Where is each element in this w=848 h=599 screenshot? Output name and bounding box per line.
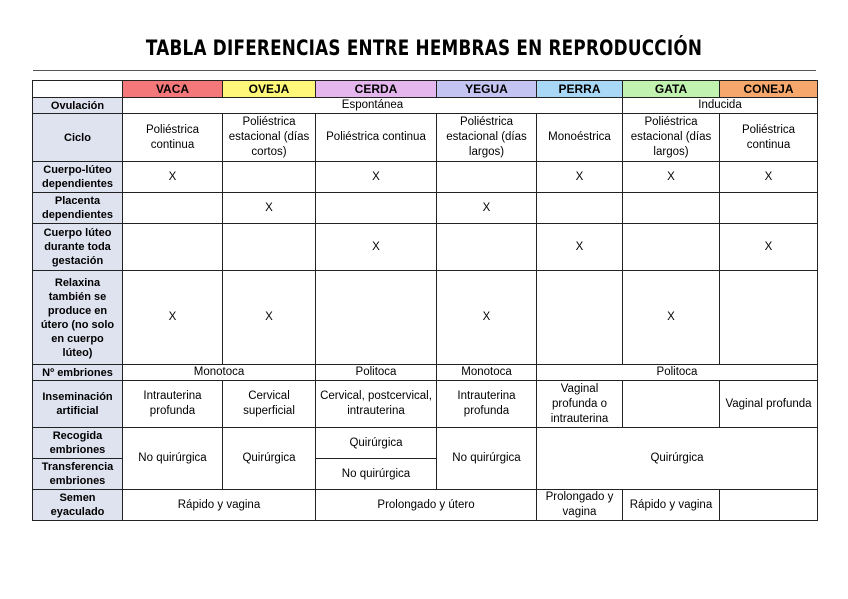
row-header: Placenta dependientes bbox=[33, 193, 123, 224]
row-semen-eyaculado bbox=[33, 490, 818, 521]
table-cell bbox=[123, 224, 223, 271]
table-cell bbox=[720, 193, 818, 224]
row-header: Cuerpo lúteo durante toda gestación bbox=[33, 224, 123, 271]
row-embriones bbox=[33, 365, 818, 381]
row-header: Cuerpo-lúteo dependientes bbox=[33, 162, 123, 193]
table-cell bbox=[223, 224, 316, 271]
table-cell: Vaginal profunda o intrauterina bbox=[537, 381, 623, 428]
table-cell: Inducida bbox=[623, 98, 818, 114]
table-cell: X bbox=[437, 271, 537, 365]
table-cell: No quirúrgica bbox=[437, 428, 537, 490]
table-cell: X bbox=[316, 224, 437, 271]
table-cell: Quirúrgica bbox=[537, 428, 818, 490]
row-inseminacion bbox=[33, 381, 818, 428]
table-cell: Prolongado y útero bbox=[316, 490, 537, 521]
col-header-oveja: OVEJA bbox=[223, 81, 316, 98]
table-cell bbox=[123, 193, 223, 224]
table-cell: Poliéstrica estacional (días largos) bbox=[437, 114, 537, 162]
table-cell: Rápido y vagina bbox=[623, 490, 720, 521]
row-ovulacion bbox=[33, 98, 818, 114]
table-cell: Cervical superficial bbox=[223, 381, 316, 428]
page-title: TABLA DIFERENCIAS ENTRE HEMBRAS EN REPRODUCCIÓN bbox=[145, 36, 703, 60]
table-cell: X bbox=[537, 162, 623, 193]
table-cell: Vaginal profunda bbox=[720, 381, 818, 428]
col-header-yegua: YEGUA bbox=[437, 81, 537, 98]
row-relaxina bbox=[33, 271, 818, 365]
table-cell: Quirúrgica bbox=[223, 428, 316, 490]
table-cell: X bbox=[720, 162, 818, 193]
table-cell: Poliéstrica continua bbox=[316, 114, 437, 162]
table-cell: No quirúrgica bbox=[316, 459, 437, 490]
table-cell bbox=[437, 162, 537, 193]
row-ciclo bbox=[33, 114, 818, 162]
row-header: Transferencia embriones bbox=[33, 459, 123, 490]
table-cell bbox=[537, 193, 623, 224]
table-cell bbox=[316, 193, 437, 224]
table-cell: X bbox=[316, 162, 437, 193]
table-cell: X bbox=[623, 271, 720, 365]
table-cell: Poliéstrica estacional (días cortos) bbox=[223, 114, 316, 162]
row-header: Recogida embriones bbox=[33, 428, 123, 459]
table-cell: Monotoca bbox=[123, 365, 316, 381]
table-cell: Poliéstrica continua bbox=[720, 114, 818, 162]
table-cell: X bbox=[223, 271, 316, 365]
title-divider bbox=[33, 70, 816, 71]
table-cell: Poliéstrica estacional (días largos) bbox=[623, 114, 720, 162]
table-cell: X bbox=[537, 224, 623, 271]
row-header: Ovulación bbox=[33, 98, 123, 114]
table-cell bbox=[223, 162, 316, 193]
table-cell: Cervical, postcervical, intrauterina bbox=[316, 381, 437, 428]
table-cell bbox=[623, 193, 720, 224]
row-header: Nº embriones bbox=[33, 365, 123, 381]
reproduction-table bbox=[32, 80, 818, 521]
row-header: Semen eyaculado bbox=[33, 490, 123, 521]
table-cell: Intrauterina profunda bbox=[437, 381, 537, 428]
table-cell: Politoca bbox=[316, 365, 437, 381]
header-row bbox=[33, 81, 818, 98]
row-recogida-embriones bbox=[33, 428, 818, 459]
row-header: Ciclo bbox=[33, 114, 123, 162]
table-cell bbox=[537, 271, 623, 365]
table-cell: Espontánea bbox=[123, 98, 623, 114]
table-cell: X bbox=[437, 193, 537, 224]
corner-cell bbox=[33, 81, 123, 98]
table-cell: X bbox=[223, 193, 316, 224]
col-header-vaca: VACA bbox=[123, 81, 223, 98]
col-header-gata: GATA bbox=[623, 81, 720, 98]
table-cell bbox=[720, 490, 818, 521]
table-cell bbox=[316, 271, 437, 365]
row-placenta-dependientes bbox=[33, 193, 818, 224]
table-cell: Rápido y vagina bbox=[123, 490, 316, 521]
table-cell: X bbox=[123, 162, 223, 193]
table-cell: Poliéstrica continua bbox=[123, 114, 223, 162]
row-header: Relaxina también se produce en útero (no solo en cuerpo lúteo) bbox=[33, 271, 123, 365]
table-cell: X bbox=[720, 224, 818, 271]
table-cell bbox=[623, 224, 720, 271]
row-cuerpo-luteo-dependientes bbox=[33, 162, 818, 193]
table-cell: No quirúrgica bbox=[123, 428, 223, 490]
table-cell: Politoca bbox=[537, 365, 818, 381]
table-cell: X bbox=[123, 271, 223, 365]
col-header-cerda: CERDA bbox=[316, 81, 437, 98]
row-cuerpo-luteo-gestacion bbox=[33, 224, 818, 271]
table-cell: Intrauterina profunda bbox=[123, 381, 223, 428]
table-cell: X bbox=[623, 162, 720, 193]
table-cell bbox=[623, 381, 720, 428]
table-cell: Monotoca bbox=[437, 365, 537, 381]
table-cell bbox=[720, 271, 818, 365]
table-cell: Monoéstrica bbox=[537, 114, 623, 162]
col-header-coneja: CONEJA bbox=[720, 81, 818, 98]
table-cell bbox=[437, 224, 537, 271]
table-cell: Prolongado y vagina bbox=[537, 490, 623, 521]
table-cell: Quirúrgica bbox=[316, 428, 437, 459]
col-header-perra: PERRA bbox=[537, 81, 623, 98]
row-header: Inseminación artificial bbox=[33, 381, 123, 428]
